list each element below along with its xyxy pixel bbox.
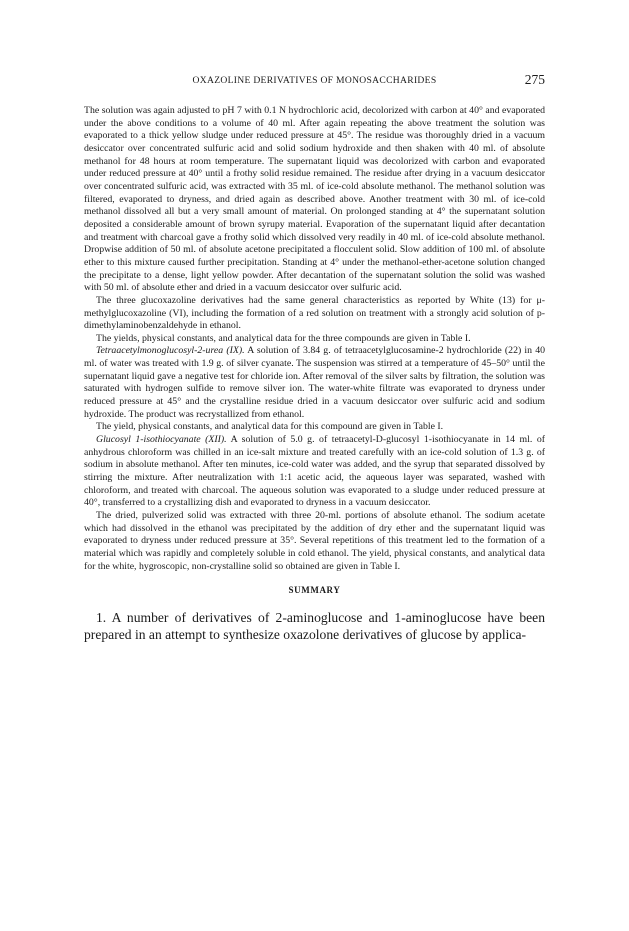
paragraph-text: The three glucoxazoline derivatives had the same general characteristics as reported by White (13) for μ-methylglucoxazoline (VI), including the formation of a red solution on treatment with a strongly acid solution of p-dimethylaminobenzaldehyde in ethanol.: [84, 294, 545, 332]
compound-heading: Glucosyl 1-isothiocyanate (XII).: [96, 434, 227, 446]
paragraph: [84, 421, 545, 434]
summary-text: 1. A number of derivatives of 2-aminoglucose and 1-aminoglucose have been prepared in an attempt to synthesize oxazolone derivatives of glucose by applica-: [84, 610, 545, 643]
paragraph-text: The solution was again adjusted to pH 7 with 0.1 N hydrochloric acid, decolorized with carbon at 40° and evaporated under the above conditions to a volume of 40 ml. After again repeating the above treatment the solution was evaporated to a thick yellow sludge under reduced pressure at 45°. The residue was thoroughly dried in a vacuum desiccator over concentrated sulfuric acid and solid sodium hydroxide and then shaken with 40 ml. of absolute methanol for 48 hours at room temperature. The supernatant liquid was decolorized with carbon and evaporated under reduced pressure at 40° until a frothy solid residue remained. The residue after drying in a vacuum desiccator over concentrated sulfuric acid, was extracted with 35 ml. of ice-cold absolute methanol. The methanol solution was filtered, evaporated to dryness, and dried again as described above. Another treatment with 30 ml. of ice-cold methanol dissolved all but a very small amount of material. On prolonged standing at 4° the supernatant solution deposited a considerable amount of brown syrupy material. Evaporation of the supernatant liquid after decantation and treatment with charcoal gave a frothy solid which dissolved very readily in 40 ml. of ice-cold absolute methanol. Dropwise addition of 50 ml. of absolute acetone precipitated a flocculent solid. Slow addition of 100 ml. of absolute ether to this mixture caused further precipitation. Standing at 4° under the methanol-ether-acetone solution changed the precipitate to a dense, light yellow powder. After decantation of the supernatant solution the solid was washed with 50 ml. of absolute ether and dried in a vacuum desiccator over sulfuric acid.: [84, 105, 545, 294]
summary-paragraph: [84, 609, 545, 643]
paragraph: [84, 105, 545, 295]
summary-heading: SUMMARY: [288, 585, 341, 596]
paragraph: [84, 295, 545, 333]
body-text: [84, 105, 545, 643]
paragraph: [84, 333, 545, 346]
paragraph: [84, 434, 545, 510]
paragraph-text: A solution of 3.84 g. of tetraacetylglucosamine-2 hydrochloride (22) in 40 ml. of water was treated with 1.9 g. of silver cyanate. The suspension was stirred at a temperature of 45–50° until the supernatant liquid gave a negative test for chloride ion. After removal of the silver salts by filtration, the solution was saturated with hydrogen sulfide to remove silver ion. The water-white filtrate was evaporated to dryness under reduced pressure at 45° and the crystalline residue dried in a vacuum desiccator over sulfuric acid and sodium hydroxide. The product was recrystallized from ethanol.: [84, 345, 546, 420]
page-number: 275: [524, 72, 545, 87]
paragraph-text: The dried, pulverized solid was extracted with three 20-ml. portions of absolute ethanol. The sodium acetate which had dissolved in the ethanol was precipitated by the addition of dry ether and the supernatant liquid was evaporated to dryness under reduced pressure at 35°. Several repetitions of this treatment led to the formation of a material which was rapidly and completely soluble in cold ethanol. The yield, physical constants, and analytical data for the white, hygroscopic, non-crystalline solid so obtained are given in Table I.: [84, 510, 545, 572]
running-head: [84, 72, 545, 88]
running-title: OXAZOLINE DERIVATIVES OF MONOSACCHARIDES: [192, 75, 437, 86]
paragraph-text: The yields, physical constants, and analytical data for the three compounds are given in Table I.: [96, 332, 471, 344]
paragraph: [84, 510, 545, 573]
paragraph-text: A solution of 5.0 g. of tetraacetyl-D-glucosyl 1-isothiocyanate in 14 ml. of anhydrous chloroform was chilled in an ice-salt mixture and treated carefully with an ice-cold solution of 1.3 g. of sodium in absolute methanol. After ten minutes, ice-cold water was added, and the syrup that separated dissolved by stirring the mixture. After neutralization with 1:1 acetic acid, the aqueous layer was separated, washed with chloroform, and treated with charcoal. The aqueous solution was evaporated to a sludge under reduced pressure at 40°, transferred to a crystallizing dish and evaporated to dryness in a vacuum desiccator.: [84, 434, 545, 509]
paragraph-text: The yield, physical constants, and analytical data for this compound are given in Table I.: [96, 421, 444, 433]
paragraph: [84, 345, 545, 421]
compound-heading: Tetraacetylmonoglucosyl-2-urea (IX).: [96, 345, 245, 357]
